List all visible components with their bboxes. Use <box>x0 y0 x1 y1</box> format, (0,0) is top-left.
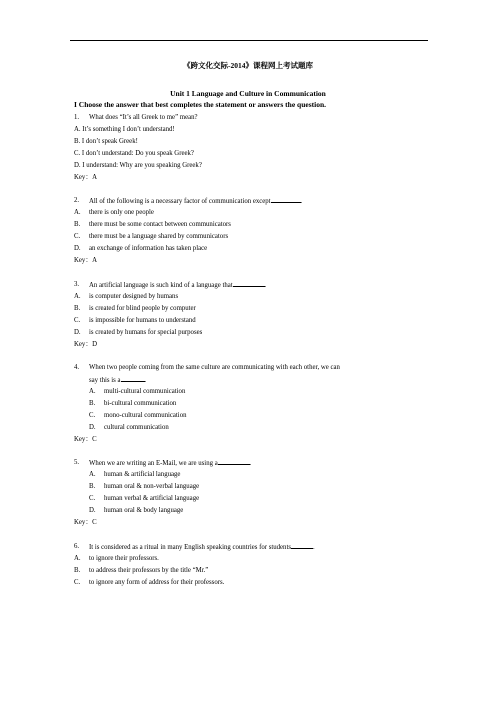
option-a-text: human & artificial language <box>104 471 181 478</box>
question-text: It is considered as a ritual in many English speaking countries for students . <box>89 544 315 551</box>
option-c-text: to ignore any form of address for their professors. <box>89 579 225 586</box>
option-a-text: multi-cultural communication <box>104 388 186 395</box>
answer-key: Key：A <box>74 174 98 181</box>
answer-blank <box>271 196 301 203</box>
answer-blank <box>121 375 145 382</box>
option-b-letter: B. <box>74 305 81 312</box>
option-a-text: there is only one people <box>89 209 154 216</box>
option-a-letter: A. <box>74 209 81 216</box>
option-b-letter: B. <box>74 221 81 228</box>
option-c-text: human verbal & artificial language <box>104 495 200 502</box>
option-c-letter: C. <box>74 579 81 586</box>
option-b-text: human oral & non-verbal language <box>104 483 200 490</box>
answer-blank <box>233 280 265 287</box>
option-c-text: there must be a language shared by communicators <box>89 233 229 240</box>
question-text: An artificial language is such kind of a language that . <box>89 282 267 289</box>
question-number: 4. <box>74 364 80 371</box>
question-number: 2. <box>74 197 80 204</box>
option-b-letter: B. <box>74 567 81 574</box>
answer-key: Key：C <box>74 436 97 443</box>
answer-key: Key：D <box>74 341 98 348</box>
question-text-continued: say this is a . <box>89 377 147 384</box>
option-a-letter: A. <box>89 471 96 478</box>
option-c: C. I don’t understand: Do you speak Greek? <box>74 150 194 157</box>
question-text: What does “It’s all Greek to me” mean? <box>89 114 198 121</box>
option-b-text: there must be some contact between communicators <box>89 221 231 228</box>
answer-blank <box>218 458 250 465</box>
option-d: D. I understand: Why are you speaking Greek? <box>74 162 202 169</box>
option-c-text: mono-cultural communication <box>104 412 187 419</box>
question-number: 5. <box>74 459 80 466</box>
option-c-text: is impossible for humans to understand <box>89 317 196 324</box>
option-d-letter: D. <box>89 507 96 514</box>
option-b-letter: B. <box>89 483 96 490</box>
question-number: 6. <box>74 543 80 550</box>
option-c-letter: C. <box>74 233 81 240</box>
option-b-text: to address their professors by the title “Mr.” <box>89 567 209 574</box>
option-d-text: human oral & body language <box>104 507 184 514</box>
answer-blank <box>291 542 313 549</box>
option-b-text: bi-cultural communication <box>104 400 177 407</box>
option-a-text: to ignore their professors. <box>89 555 159 562</box>
question-text: All of the following is a necessary factor of communication except . <box>89 198 303 205</box>
question-text: When we are writing an E-Mail, we are using a . <box>89 460 252 467</box>
option-d-letter: D. <box>89 424 96 431</box>
option-b-letter: B. <box>89 400 96 407</box>
option-d-letter: D. <box>74 245 81 252</box>
option-a: A. It’s something I don’t understand! <box>74 126 175 133</box>
option-b: B. I don’t speak Greek! <box>74 138 138 145</box>
header-rule <box>70 40 428 41</box>
option-a-letter: A. <box>89 388 96 395</box>
option-c-letter: C. <box>89 495 96 502</box>
option-c-letter: C. <box>89 412 96 419</box>
option-a-text: is computer designed by humans <box>89 293 179 300</box>
question-number: 3. <box>74 281 80 288</box>
option-d-text: cultural communication <box>104 424 169 431</box>
question-text: When two people coming from the same culture are communicating with each other, we can <box>89 364 340 371</box>
unit-title: Unit 1 Language and Culture in Communication <box>170 89 326 98</box>
option-d-letter: D. <box>74 329 81 336</box>
question-number: 1. <box>74 114 80 121</box>
option-a-letter: A. <box>74 555 81 562</box>
option-a-letter: A. <box>74 293 81 300</box>
option-d-text: an exchange of information has taken place <box>89 245 208 252</box>
option-c-letter: C. <box>74 317 81 324</box>
document-title: 《跨文化交际-2014》课程网上考试题库 <box>183 61 313 70</box>
section-heading: I Choose the answer that best completes the statement or answers the question. <box>74 100 326 109</box>
answer-key: Key：C <box>74 519 97 526</box>
option-b-text: is created for blind people by computer <box>89 305 196 312</box>
answer-key: Key：A <box>74 257 98 264</box>
option-d-text: is created by humans for special purposes <box>89 329 203 336</box>
